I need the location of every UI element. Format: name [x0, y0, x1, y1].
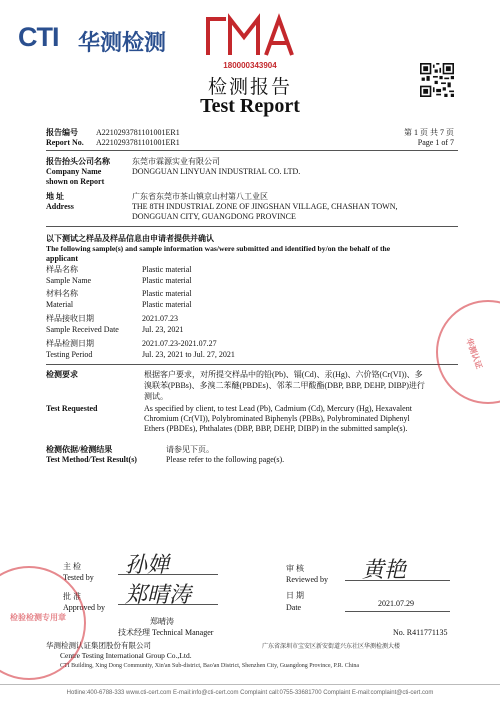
report-no-value: A2210293781101001ER1 — [96, 128, 180, 137]
result-value-cn: 请参见下页。 — [166, 445, 214, 454]
company-name-cn: 华测检测认证集团股份有限公司 — [46, 641, 151, 650]
sample-row-label: Sample Received Date — [46, 325, 119, 334]
report-serial: No. R411771135 — [393, 628, 448, 637]
requirement-text-cn-1: 根据客户要求，对所提交样品中的铅(Pb)、镉(Cd)、汞(Hg)、六价铬(Cr(VI))、多 — [144, 370, 423, 379]
sample-row-value: 2021.07.23 — [142, 314, 178, 323]
requirement-text-en-2: Chromium (Cr(VI)), Polybrominated Biphenyls (PBBs), Polybrominated Diphenyl — [144, 414, 410, 423]
sample-row-value: Plastic material — [142, 276, 192, 285]
address-en-2: DONGGUAN CITY, GUANGDONG PROVINCE — [132, 212, 296, 221]
company-label-en-2: shown on Report — [46, 177, 105, 186]
reviewer-label-en: Reviewed by — [286, 575, 328, 584]
signature-line — [118, 604, 218, 605]
tester-label-cn: 主 检 — [63, 562, 81, 571]
sample-row-value: Plastic material — [142, 300, 192, 309]
address-cn: 广东省东莞市茶山镇京山村第八工业区 — [132, 192, 268, 201]
report-no-label-cn: 报告编号 — [46, 128, 78, 137]
date-label-en: Date — [286, 603, 302, 612]
company-name-cn: 东莞市霖源实业有限公司 — [132, 157, 220, 166]
footer-divider — [0, 684, 500, 685]
approver-name: 郑晴涛 — [150, 617, 174, 626]
company-label-en-1: Company Name — [46, 167, 102, 176]
signature-line — [345, 611, 450, 612]
divider — [46, 226, 458, 227]
sample-row-label: 样品名称 — [46, 265, 78, 274]
address-label-en: Address — [46, 202, 74, 211]
cma-number: 180000343904 — [223, 61, 277, 70]
tester-signature: 孙婵 — [125, 553, 170, 578]
result-value-en: Please refer to the following page(s). — [166, 455, 285, 464]
seal-text: 华测认证 — [464, 336, 484, 371]
reviewer-label-cn: 审 核 — [286, 564, 304, 573]
page-number-en: Page 1 of 7 — [417, 138, 454, 147]
requirement-label-cn: 检测要求 — [46, 370, 78, 379]
signature-line — [345, 580, 450, 581]
requirement-text-cn-3: 测试。 — [144, 392, 168, 401]
footer-contact: Hotline:400-6788-333 www.cti-cert.com E-mail:info@cti-cert.com Complaint call:0755-33681700 Complaint E-mail:complaint@cti-cert.com — [66, 690, 434, 696]
sample-intro-cn: 以下测试之样品及样品信息由申请者提供并确认 — [46, 234, 214, 243]
sample-intro-en-1: The following sample(s) and sample information was/were submitted and identified by/on the behalf of the — [46, 244, 391, 253]
requirement-text-cn-2: 溴联苯(PBBs)、多溴二苯醚(PBDEs)、邻苯二甲酸酯(DBP, BBP, DEHP, DIBP)进行 — [144, 381, 425, 390]
company-name-en: Centre Testing International Group Co.,Ltd. — [60, 651, 192, 660]
signature-line — [118, 574, 218, 575]
sample-intro-en-2: applicant — [46, 254, 79, 263]
divider — [46, 150, 458, 151]
company-address-cn: 广东省深圳市宝安区新安街道兴东社区华测检测大楼 — [262, 644, 401, 650]
cti-logo: CTI — [18, 22, 59, 52]
result-label-cn: 检测依据/检测结果 — [46, 445, 113, 454]
signature-date: 2021.07.29 — [378, 599, 414, 608]
sample-row-value: Jul. 23, 2021 — [142, 325, 184, 334]
approver-title: 技术经理 Technical Manager — [118, 628, 214, 637]
reviewer-signature: 黄艳 — [362, 558, 407, 583]
report-no-label-en: Report No. — [46, 138, 84, 147]
requirement-text-en-1: As specified by client, to test Lead (Pb), Cadmium (Cd), Mercury (Hg), Hexavalent — [144, 404, 412, 413]
qr-code-icon — [420, 63, 454, 97]
sample-row-label: Testing Period — [46, 350, 93, 359]
report-no-value-en: A2210293781101001ER1 — [96, 138, 180, 147]
cma-mark-icon — [204, 11, 296, 61]
seal-text: 检验检测专用章 — [10, 613, 66, 622]
sample-row-label: 样品检测日期 — [46, 339, 94, 348]
sample-row-label: 样品接收日期 — [46, 314, 94, 323]
company-name-en: DONGGUAN LINYUAN INDUSTRIAL CO. LTD. — [132, 167, 301, 176]
tester-label-en: Tested by — [63, 573, 94, 582]
divider — [46, 364, 458, 365]
address-label-cn: 地 址 — [46, 192, 64, 201]
date-label-cn: 日 期 — [286, 591, 304, 600]
approver-signature: 郑晴涛 — [125, 583, 192, 608]
requirement-label-en: Test Requested — [46, 404, 98, 413]
sample-row-value: 2021.07.23-2021.07.27 — [142, 339, 217, 348]
sample-row-value: Plastic material — [142, 289, 192, 298]
company-label-cn: 报告抬头公司名称 — [46, 157, 110, 166]
sample-row-value: Jul. 23, 2021 to Jul. 27, 2021 — [142, 350, 235, 359]
approver-label-en: Approved by — [63, 603, 105, 612]
sample-row-label: Material — [46, 300, 74, 309]
cti-logo-chinese: 华测检测 — [78, 30, 167, 55]
sample-row-label: Sample Name — [46, 276, 92, 285]
address-en-1: THE 8TH INDUSTRIAL ZONE OF JINGSHAN VILLAGE, CHASHAN TOWN, — [132, 202, 398, 211]
title-chinese: 检测报告 — [207, 77, 292, 98]
page-number-cn: 第 1 页 共 7 页 — [404, 128, 454, 137]
company-address-en: CTI Building, Xing Dong Community, Xin'an Sub-district, Bao'an District, Shenzhen City, Guangdong Province, P.R. China — [60, 663, 360, 669]
requirement-text-en-3: Ethers (PBDEs), Phthalates (DBP, BBP, DEHP, DIBP) in the submitted sample(s). — [144, 424, 408, 433]
sample-row-label: 材料名称 — [46, 289, 78, 298]
sample-row-value: Plastic material — [142, 265, 192, 274]
result-label-en: Test Method/Test Result(s) — [46, 455, 137, 464]
approver-label-cn: 批 准 — [63, 592, 81, 601]
title-english: Test Report — [200, 95, 300, 117]
